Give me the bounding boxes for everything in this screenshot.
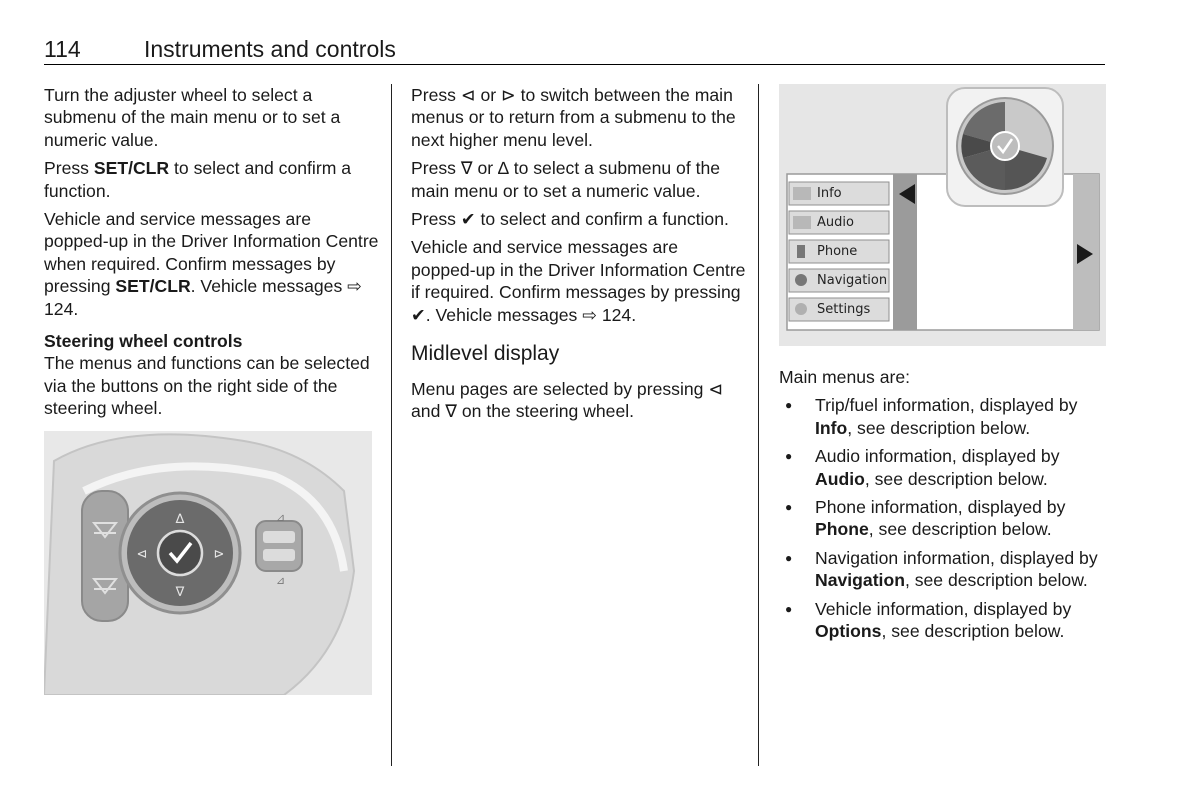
list-item: ● Navigation information, displayed by Navigation, see description below. — [779, 547, 1109, 592]
list-item: ● Vehicle information, displayed by Options, see description below. — [779, 598, 1109, 643]
section-title: Midlevel display — [411, 342, 560, 366]
menu-item-phone: Phone — [817, 244, 858, 259]
svg-text:⊳: ⊳ — [213, 547, 225, 562]
steering-wheel-controls-illustration — [44, 431, 372, 695]
settings-icon — [795, 303, 807, 315]
info-icon — [793, 187, 811, 200]
paragraph: Press ∇ or ∆ to select a submenu of the main menu or to set a numeric value. — [411, 158, 721, 201]
paragraph: The menus and functions can be selected via the buttons on the right side of the steering wheel. — [44, 353, 370, 419]
column-divider — [758, 84, 759, 766]
svg-text:∇: ∇ — [175, 585, 185, 600]
page-title: Instruments and controls — [144, 36, 396, 62]
paragraph: Press ✔ to select and confirm a function. — [411, 209, 729, 230]
svg-text:⊲: ⊲ — [136, 547, 148, 562]
menu-item-info: Info — [817, 186, 842, 201]
list-item: ● Trip/fuel information, displayed by Info, see description below. — [779, 394, 1109, 439]
menu-item-settings: Settings — [817, 302, 871, 317]
steering-wheel-drawing — [44, 431, 372, 695]
svg-text:⊿: ⊿ — [276, 511, 286, 524]
navigation-icon — [795, 274, 807, 286]
subheading: Steering wheel controls — [44, 331, 243, 352]
menu-item-audio: Audio — [817, 215, 854, 230]
paragraph: Press ⊲ or ⊳ to switch between the main menus or to return from a submenu to the next higher menu level. — [411, 85, 736, 150]
column-divider — [391, 84, 392, 766]
page-number: 114 — [44, 36, 81, 62]
main-menus-list — [779, 394, 1109, 642]
list-item: ● Audio information, displayed by Audio, see description below. — [779, 445, 1109, 490]
paragraph: Vehicle and service messages are popped-up in the Driver Information Centre when required. Confirm messages by pressing SET/CLR. Vehicle messages ⇨ 124. — [44, 209, 379, 319]
column-middle — [411, 84, 746, 429]
paragraph: Vehicle and service messages are popped-up in the Driver Information Centre if required. Confirm messages by pressing ✔. Vehicle messages ⇨ 124. — [411, 237, 746, 325]
column-left — [44, 84, 379, 426]
page-header — [44, 34, 1105, 65]
paragraph: Turn the adjuster wheel to select a submenu of the main menu or to set a numeric value. — [44, 85, 341, 150]
phone-icon — [797, 245, 805, 258]
midlevel-display-illustration — [779, 84, 1106, 346]
audio-icon — [793, 216, 811, 229]
svg-text:∆: ∆ — [175, 512, 185, 527]
list-item: ● Phone information, displayed by Phone, see description below. — [779, 496, 1109, 541]
paragraph: Press SET/CLR to select and confirm a function. — [44, 158, 352, 201]
menu-item-navigation: Navigation — [817, 273, 888, 288]
paragraph: Menu pages are selected by pressing ⊲ and ∇ on the steering wheel. — [411, 379, 724, 422]
menu-labels — [817, 183, 887, 328]
paragraph: Main menus are: — [779, 367, 911, 387]
column-right — [779, 366, 1109, 648]
svg-text:⊿: ⊿ — [276, 574, 286, 587]
